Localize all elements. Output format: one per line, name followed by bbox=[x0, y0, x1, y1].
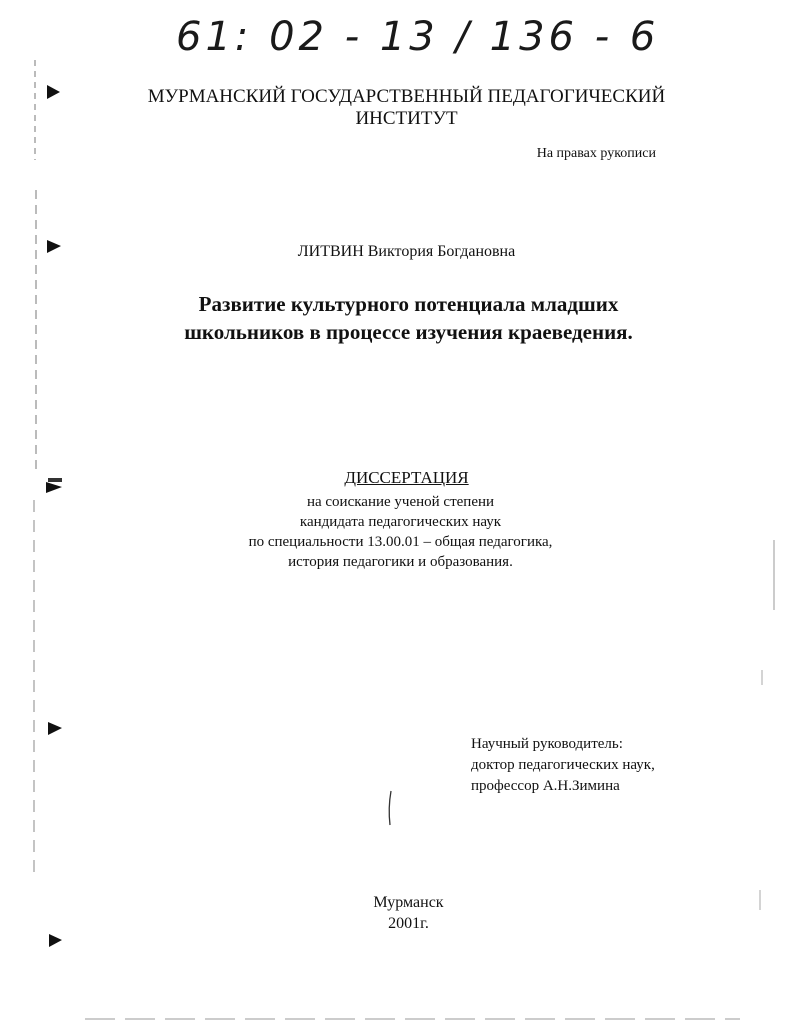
pencil-mark bbox=[386, 790, 394, 826]
title-line-2: школьников в процессе изучения краеведения. bbox=[184, 320, 633, 344]
dissertation-details bbox=[4, 492, 793, 572]
details-line-1: на соискание ученой степени bbox=[306, 494, 495, 510]
supervisor-degree: доктор педагогических наук, bbox=[471, 757, 655, 773]
author-name: ЛИТВИН Виктория Богдановна bbox=[297, 243, 516, 260]
supervisor-label: Научный руководитель: bbox=[471, 736, 623, 752]
dissertation-title bbox=[12, 290, 793, 346]
city-and-year bbox=[12, 892, 793, 934]
institution-name bbox=[10, 86, 793, 130]
year: 2001г. bbox=[388, 915, 429, 932]
supervisor-name: профессор А.Н.Зимина bbox=[471, 778, 620, 794]
title-line-1: Развитие культурного потенциала младших bbox=[198, 292, 619, 316]
details-line-3: по специальности 13.00.01 – общая педагогика, bbox=[248, 534, 553, 550]
city: Мурманск bbox=[373, 894, 444, 911]
archive-code-text: 61: 02 - 13 / 136 - 6 bbox=[176, 14, 660, 60]
institution-line-2: ИНСТИТУТ bbox=[355, 108, 458, 129]
details-line-2: кандидата педагогических наук bbox=[299, 514, 502, 530]
details-line-4: история педагогики и образования. bbox=[288, 554, 513, 570]
institution-line-1: МУРМАНСКИЙ ГОСУДАРСТВЕННЫЙ ПЕДАГОГИЧЕСКИЙ bbox=[147, 86, 666, 107]
dissertation-heading: ДИССЕРТАЦИЯ bbox=[344, 468, 469, 487]
handwritten-archive-code bbox=[0, 0, 793, 95]
rights-note: На правах рукописи bbox=[536, 146, 656, 161]
supervisor-block bbox=[471, 734, 655, 797]
